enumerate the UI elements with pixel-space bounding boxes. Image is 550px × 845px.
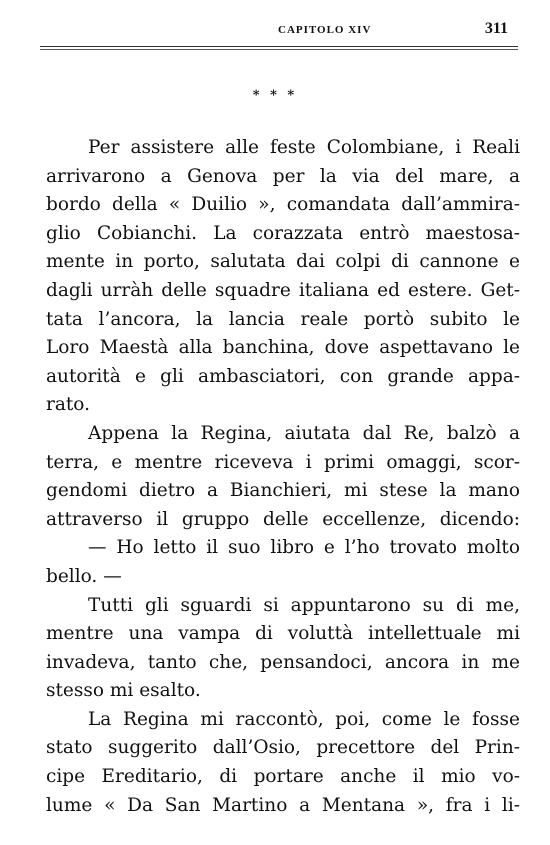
text-line: cipe Ereditario, di portare anche il mio vo- — [46, 766, 520, 788]
text-line: dagli urràh delle squadre italiana ed estere. Get- — [46, 279, 520, 301]
page-number: 311 — [484, 20, 508, 37]
text-line: Appena la Regina, aiutata dal Re, balzò a — [88, 422, 520, 444]
text-line: gendomi dietro a Bianchieri, mi stese la mano — [46, 480, 520, 502]
text-line: lume « Da San Martino a Mentana », fra i li- — [46, 794, 520, 816]
text-line: mentre una vampa di voluttà intellettuale mi — [46, 623, 520, 645]
running-head — [40, 22, 520, 42]
text-line: La Regina mi raccontò, poi, come le fosse — [88, 708, 520, 730]
section-separator: * * * — [252, 88, 298, 103]
text-line: bordo della « Duilio », comandata dall’ammira- — [46, 194, 520, 216]
text-line: glio Cobianchi. La corazzata entrò maestosa- — [46, 222, 520, 244]
header-rule-thin — [40, 49, 518, 50]
text-line: attraverso il gruppo delle eccellenze, dicendo: — [46, 508, 520, 530]
text-line: stato suggerito dall’Osio, precettore del Prin- — [46, 737, 520, 759]
text-line: Tutti gli sguardi si appuntarono su di me, — [88, 594, 520, 616]
text-line: terra, e mentre riceveva i primi omaggi, scor- — [46, 451, 520, 473]
text-line: mente in porto, salutata dai colpi di cannone e — [46, 251, 520, 273]
body-text — [46, 134, 520, 820]
text-line: rato. — [46, 394, 91, 416]
text-line: Loro Maestà alla banchina, dove aspettavano le — [46, 337, 520, 359]
text-line: bello. — — [46, 565, 122, 587]
text-line: stesso mi esalto. — [46, 680, 201, 702]
header-rule — [40, 46, 518, 47]
text-line: Per assistere alle feste Colombiane, i Reali — [88, 137, 520, 158]
text-line: arrivarono a Genova per la via del mare, a — [46, 165, 520, 187]
chapter-title: CAPITOLO XIV — [278, 24, 372, 36]
text-line: autorità e gli ambasciatori, con grande appa- — [46, 365, 520, 387]
text-line: — Ho letto il suo libro e l’ho trovato molto — [88, 537, 520, 559]
text-line: tata l’ancora, la lancia reale portò subito le — [46, 308, 520, 330]
text-line: invadeva, tanto che, pensandoci, ancora in me — [46, 651, 520, 673]
